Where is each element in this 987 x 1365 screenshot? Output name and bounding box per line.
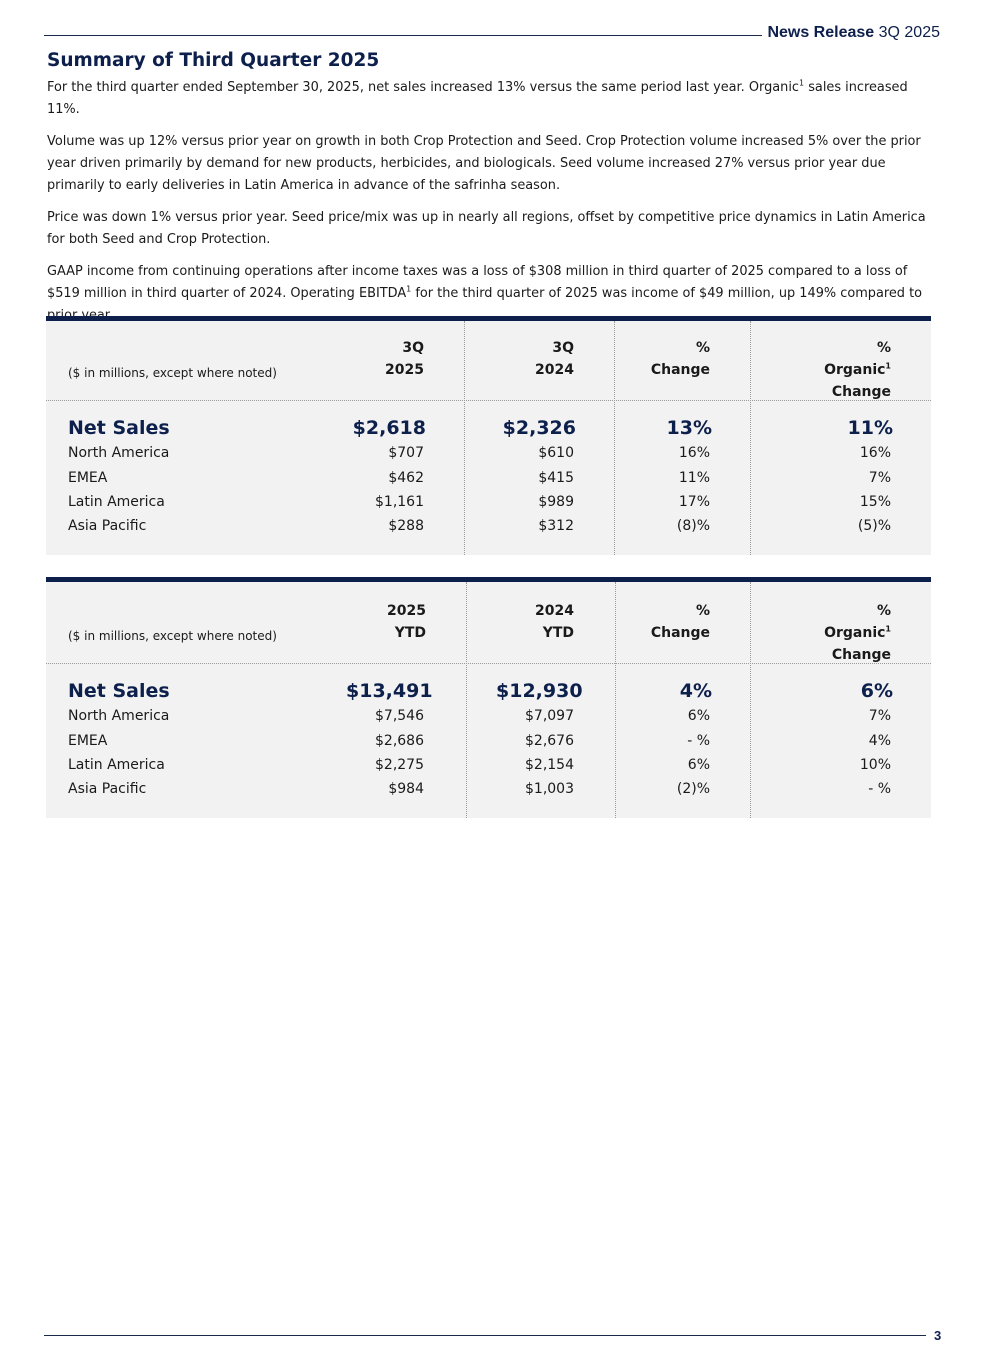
- table-cell: (5)%: [857, 518, 891, 535]
- table-cell: $2,676: [525, 732, 574, 749]
- table-cell: $312: [538, 518, 574, 535]
- paragraph-sales: For the third quarter ended September 30, 2025, net sales increased 13% versus the same period last year. Organic$^1$ sales increased 11%.: [47, 78, 908, 117]
- table-cell: 17%: [678, 493, 710, 510]
- table-cell: 16%: [678, 445, 710, 462]
- row-label-net-sales: Net Sales: [68, 417, 170, 439]
- table-cell: 10%: [859, 756, 891, 773]
- table-cell: $610: [538, 445, 574, 462]
- table-cell: $2,618: [352, 417, 426, 439]
- table-cell: 6%: [860, 680, 893, 702]
- section-title: Summary of Third Quarter 2025: [47, 50, 380, 71]
- table-cell: (8)%: [676, 518, 710, 535]
- table-cell: 7%: [868, 469, 891, 486]
- table-cell: 11%: [847, 417, 893, 439]
- col-header-3q-2025: 3Q 2025: [385, 340, 424, 378]
- table-cell: $2,154: [525, 756, 574, 773]
- col-header-2024-ytd: 2024 YTD: [535, 603, 574, 641]
- paragraph-price: Price was down 1% versus prior year. Seed price/mix was up in nearly all regions, offset by competitive price dynamics in Latin America for both Seed and Crop Protection.: [47, 210, 926, 247]
- table-cell: $7,546: [375, 708, 424, 725]
- quarter-net-sales-table: [46, 316, 931, 555]
- col-header-change: % Change: [650, 340, 710, 378]
- table-cell: $989: [538, 493, 574, 510]
- news-release-header: News Release 3Q 2025: [767, 24, 940, 41]
- summary-text: [47, 77, 927, 337]
- table-cell: 4%: [868, 732, 891, 749]
- col-header-change: % Change: [650, 603, 710, 641]
- table-cell: $12,930: [496, 680, 583, 702]
- table-cell: 4%: [679, 680, 712, 702]
- table-cell: 7%: [868, 708, 891, 725]
- table-cell: 6%: [687, 756, 710, 773]
- table-cell: $2,275: [375, 756, 424, 773]
- table-cell: $13,491: [346, 680, 433, 702]
- table-cell: $462: [388, 469, 424, 486]
- row-label-region: Latin America: [68, 493, 165, 510]
- header-rule: [44, 35, 762, 36]
- table-cell: 16%: [859, 445, 891, 462]
- col-header-organic-change: % Organic$^1$ Change: [824, 603, 891, 663]
- paragraph-income: GAAP income from continuing operations after income taxes was a loss of $308 million in third quarter of 2025 compared to a loss of $519 million in third quarter of 2024. Operating EBITDA$^1$ for the third quarter of 2025 was income of $49 million, up 149% compared to: [47, 264, 923, 301]
- paragraph-volume: Volume was up 12% versus prior year on growth in both Crop Protection and Seed. Crop Protection volume increased 5% over the prior year driven primarily by demand for new products, herbicides, and biologicals. Seed volume increased 27% versus prior year due primarily to early deliveries in Latin America in advance of the safrinha season.: [47, 134, 921, 193]
- table-cell: $1,161: [375, 493, 424, 510]
- table-cell: $984: [388, 781, 424, 798]
- ytd-net-sales-table: [46, 577, 931, 818]
- table-cell: (2)%: [676, 781, 710, 798]
- page-number: 3: [934, 1328, 942, 1343]
- table-cell: - %: [868, 781, 891, 798]
- row-label-region: EMEA: [68, 469, 108, 486]
- col-header-organic-change: % Organic$^1$ Change: [824, 340, 891, 400]
- row-label-region: North America: [68, 708, 170, 725]
- table-cell: 6%: [687, 708, 710, 725]
- units-note: ($ in millions, except where noted): [68, 366, 277, 380]
- row-label-region: Asia Pacific: [68, 781, 147, 798]
- footer-rule: [44, 1335, 926, 1336]
- row-label-region: North America: [68, 445, 170, 462]
- units-note: ($ in millions, except where noted): [68, 629, 277, 643]
- table-cell: $707: [388, 445, 424, 462]
- row-label-region: Latin America: [68, 756, 165, 773]
- table-cell: $7,097: [525, 708, 574, 725]
- table-cell: $1,003: [525, 781, 574, 798]
- row-label-region: EMEA: [68, 732, 108, 749]
- table-cell: $415: [538, 469, 574, 486]
- table-cell: 13%: [666, 417, 712, 439]
- table-cell: - %: [687, 732, 710, 749]
- table-cell: 15%: [859, 493, 891, 510]
- table-cell: $288: [388, 518, 424, 535]
- col-header-2025-ytd: 2025 YTD: [387, 603, 426, 641]
- row-label-region: Asia Pacific: [68, 518, 147, 535]
- table-cell: $2,686: [375, 732, 424, 749]
- table-cell: $2,326: [502, 417, 576, 439]
- table-cell: 11%: [678, 469, 710, 486]
- row-label-net-sales: Net Sales: [68, 680, 170, 702]
- col-header-3q-2024: 3Q 2024: [535, 340, 574, 378]
